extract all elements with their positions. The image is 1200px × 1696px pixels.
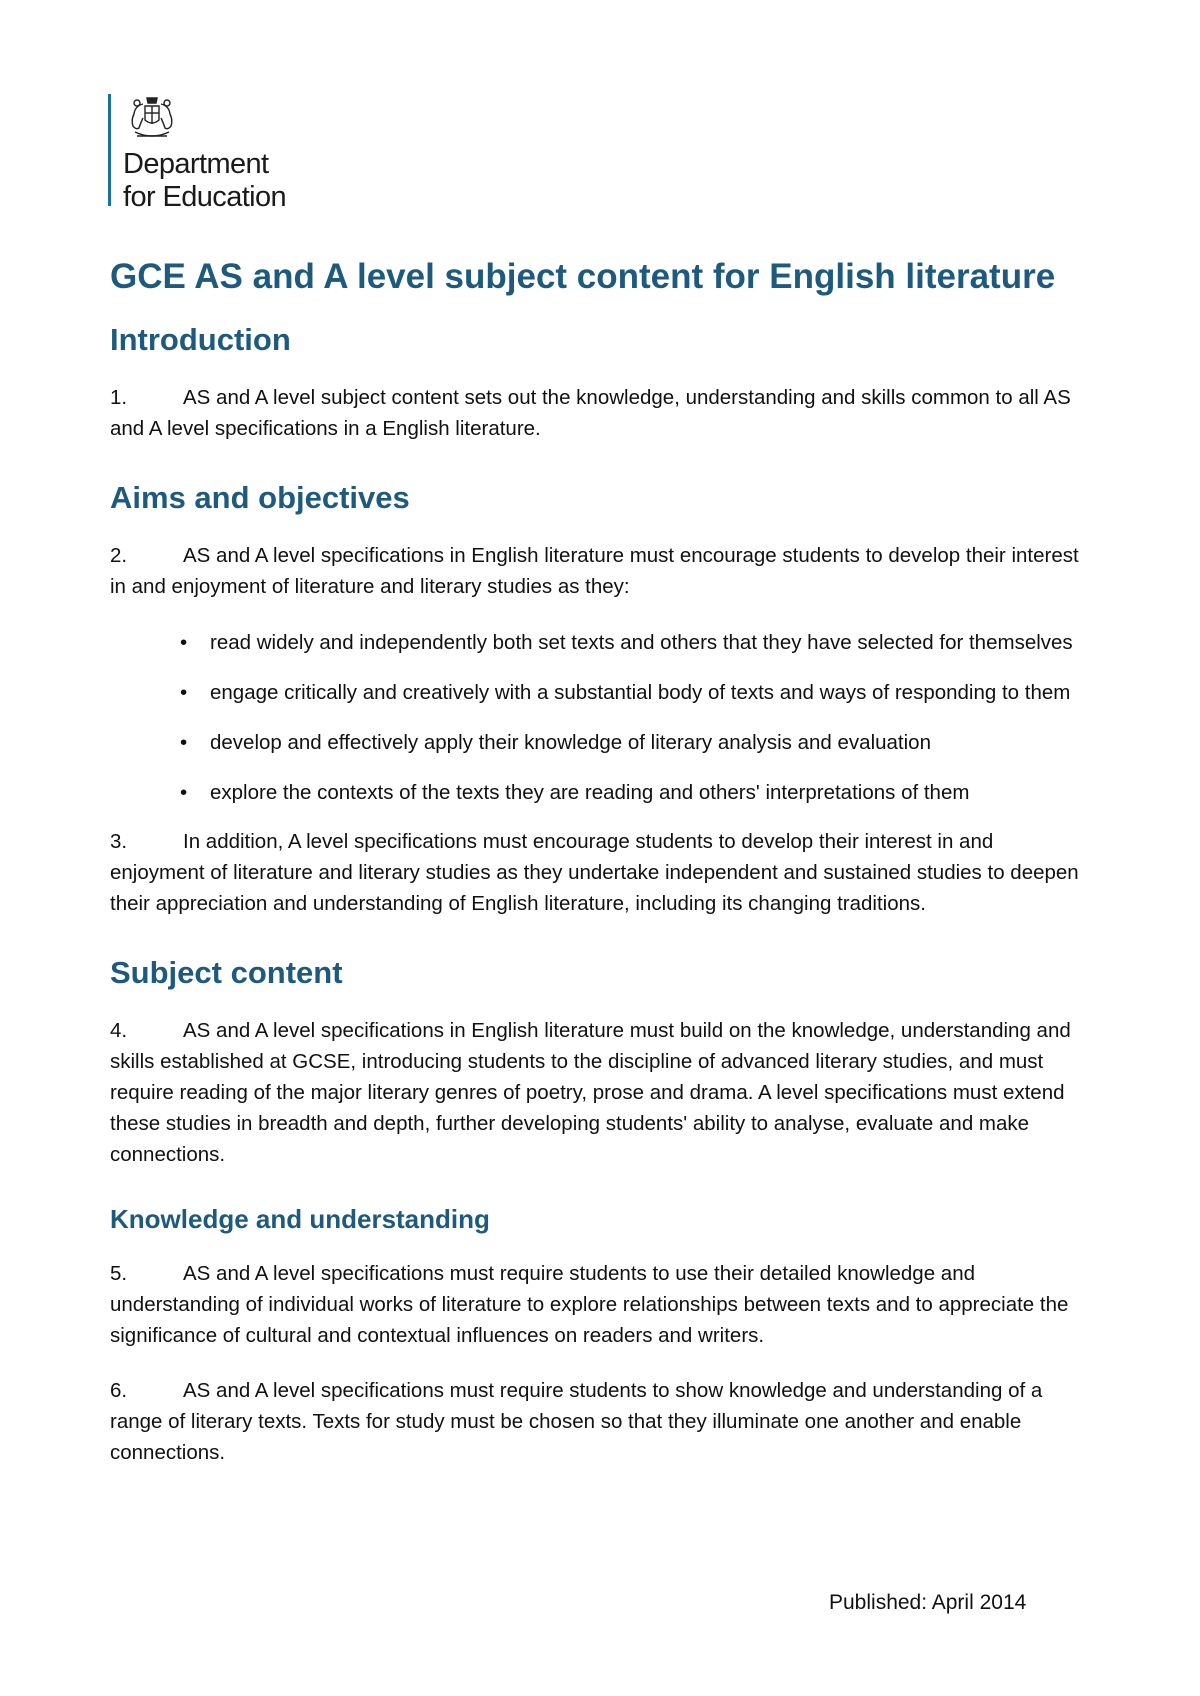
logo-text [123,148,286,214]
heading-introduction: Introduction [110,322,291,357]
royal-coat-of-arms-icon [125,94,179,142]
paragraph-text: AS and A level specifications must require students to show knowledge and understanding of a range of literary texts. Texts for study must be chosen so that they illuminate one another and enable connections. [110,1379,1043,1464]
paragraph-number: 5. [110,1262,128,1285]
paragraph-number: 1. [110,386,128,409]
paragraph-text: In addition, A level specifications must encourage students to develop their interest in and enjoyment of literature and literary studies as they undertake independent and sustained studies to deepen their appreciation and understanding of English literature, including its changing traditions. [110,830,1079,915]
paragraph-6 [110,1375,1090,1468]
list-item: • develop and effectively apply their knowledge of literary analysis and evaluation [110,730,1090,756]
paragraph-number: 4. [110,1019,128,1042]
list-item: • engage critically and creatively with a substantial body of texts and ways of responding to them [110,680,1090,706]
list-item: • explore the contexts of the texts they are reading and others' interpretations of them [110,780,1090,806]
paragraph-2 [110,540,1090,602]
logo-divider-bar [108,94,111,206]
document-title: GCE AS and A level subject content for English literature [110,257,1056,296]
heading-aims-and-objectives: Aims and objectives [110,480,410,515]
paragraph-number: 6. [110,1379,128,1402]
paragraph-text: AS and A level specifications in English literature must build on the knowledge, understanding and skills established at GCSE, introducing students to the discipline of advanced literary studies, and must require reading of the major literary genres of poetry, prose and drama. A level specifications must extend these studies in breadth and depth, further developing students' ability to analyse, evaluate and make connections. [110,1019,1071,1166]
aims-bullet-list [110,630,1090,806]
document-body [110,256,1090,1468]
published-date: Published: April 2014 [829,1591,1027,1614]
heading-knowledge-and-understanding: Knowledge and understanding [110,1204,490,1234]
paragraph-text: AS and A level specifications must require students to use their detailed knowledge and understanding of individual works of literature to explore relationships between texts and to appreciate the significance of cultural and contextual influences on readers and writers. [110,1262,1069,1347]
list-item: • read widely and independently both set texts and others that they have selected for themselves [110,630,1090,656]
paragraph-5 [110,1258,1090,1351]
paragraph-text: AS and A level specifications in English literature must encourage students to develop their interest in and enjoyment of literature and literary studies as they: [110,544,1079,598]
paragraph-3 [110,826,1090,919]
paragraph-1 [110,382,1090,444]
paragraph-text: AS and A level subject content sets out the knowledge, understanding and skills common to all AS and A level specifications in a English literature. [110,386,1071,440]
logo-line-for-education: for Education [123,181,287,213]
paragraph-4 [110,1015,1090,1170]
paragraph-number: 2. [110,544,128,567]
heading-subject-content: Subject content [110,955,343,990]
paragraph-number: 3. [110,830,128,853]
logo-line-department: Department [123,148,269,180]
